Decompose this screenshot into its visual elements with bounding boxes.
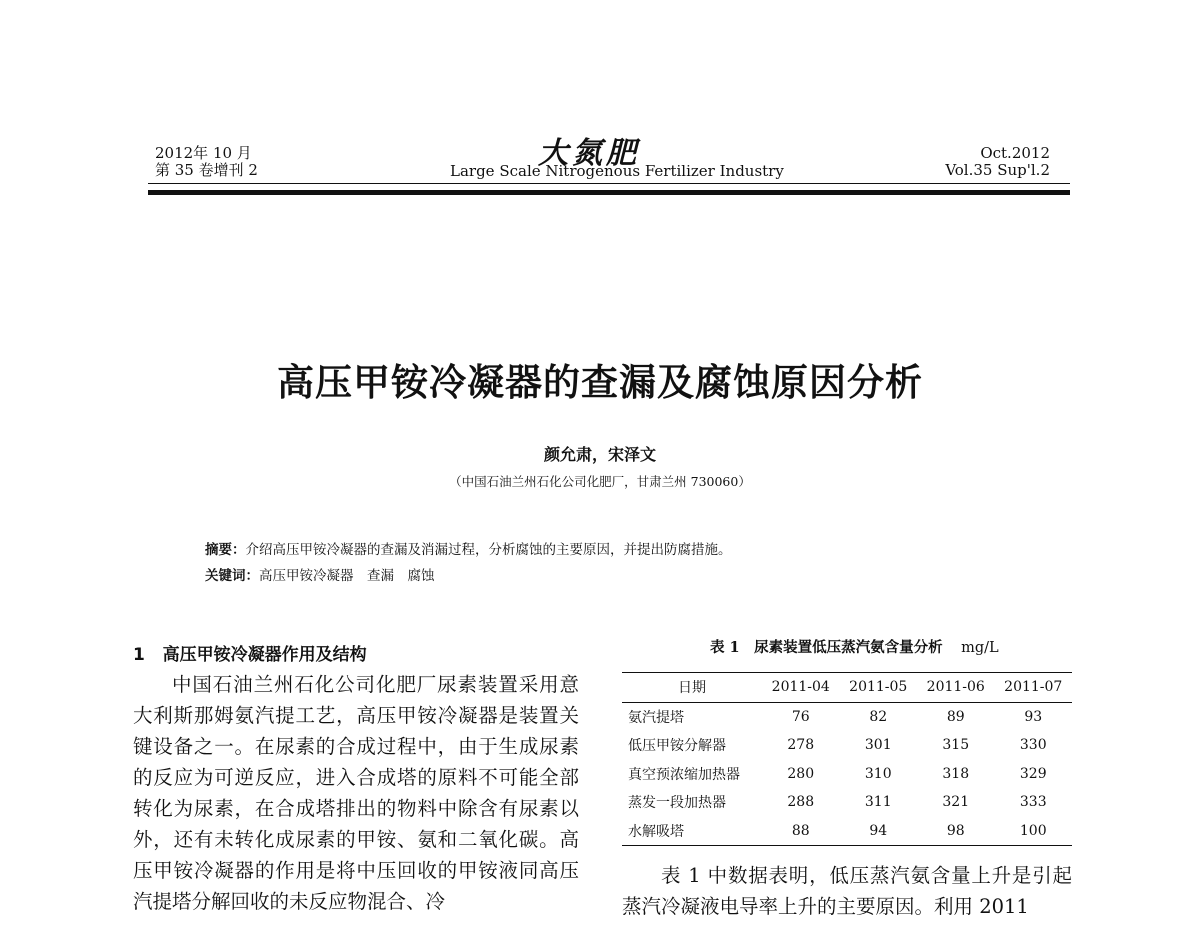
row-label: 水解吸塔 — [628, 823, 684, 840]
table-cell: 301 — [864, 737, 892, 754]
table-row — [622, 760, 1072, 789]
table-row — [622, 702, 1072, 731]
article-title: 高压甲铵冷凝器的查漏及腐蚀原因分析 — [277, 361, 923, 404]
table-cell: 94 — [869, 822, 888, 839]
authors: 颜允肃，宋泽文 — [543, 445, 656, 464]
table-row — [622, 731, 1072, 760]
table-1 — [622, 672, 1072, 846]
table-row — [622, 817, 1072, 846]
section-body — [133, 669, 579, 917]
table-cell: 88 — [791, 822, 810, 839]
right-column-text: 表 1 中数据表明，低压蒸汽氨含量上升是引起蒸汽冷凝液电导率上升的主要原因。利用 2011 — [622, 864, 1072, 918]
issue-date: 2012年 10 月 — [155, 144, 252, 162]
issue-volume-en: Vol.35 Sup'l.2 — [945, 161, 1050, 179]
abstract-text: 介绍高压甲铵冷凝器的查漏及消漏过程，分析腐蚀的主要原因，并提出防腐措施。 — [245, 542, 732, 558]
table-cell: 321 — [942, 794, 970, 811]
table-cell: 318 — [942, 765, 970, 782]
column-header: 2011-06 — [926, 679, 985, 696]
row-label: 氨汽提塔 — [628, 709, 684, 726]
section-heading — [133, 640, 367, 665]
column-header: 2011-05 — [849, 679, 908, 696]
table-cell: 100 — [1019, 822, 1047, 839]
table-cell: 93 — [1024, 708, 1043, 725]
table-cell: 329 — [1019, 765, 1047, 782]
table-cell: 98 — [946, 822, 965, 839]
table-header-row — [622, 673, 1072, 703]
table-cell: 82 — [869, 708, 888, 725]
header-thick-rule — [148, 190, 1070, 195]
column-header: 2011-04 — [771, 679, 830, 696]
header-thin-rule — [148, 183, 1070, 184]
table-cell: 330 — [1019, 737, 1047, 754]
table-cell: 76 — [791, 708, 810, 725]
journal-logo: 大氮肥 — [538, 136, 640, 171]
table-title: 表 1 尿素装置低压蒸汽氨含量分析 — [710, 639, 943, 656]
table-cell: 315 — [942, 737, 970, 754]
affiliation: （中国石油兰州石化公司化肥厂，甘肃兰州 730060） — [449, 474, 751, 489]
table-unit: mg/L — [961, 640, 999, 656]
table-cell: 310 — [864, 765, 892, 782]
issue-volume: 第 35 卷增刊 2 — [155, 161, 258, 179]
abstract — [205, 538, 732, 558]
column-header: 2011-07 — [1004, 679, 1063, 696]
section-number: 1 — [133, 645, 145, 665]
table-cell: 333 — [1019, 794, 1047, 811]
keywords-label: 关键词： — [205, 568, 259, 584]
table-cell: 311 — [864, 794, 892, 811]
table-caption — [710, 636, 999, 657]
paragraph: 中国石油兰州石化公司化肥厂尿素装置采用意大利斯那姆氨汽提工艺，高压甲铵冷凝器是装置关键设备之一。在尿素的合成过程中，由于生成尿素的反应为可逆反应，进入合成塔的原料不可能全部转化为尿素，在合成塔排出的物料中除含有尿素以外，还有未转化成尿素的甲铵、氨和二氧化碳。高压甲铵冷凝器的作用是将中压回收的甲铵液同高压汽提塔分解回收的未反应物混合、冷 — [133, 673, 579, 913]
column-header: 日期 — [678, 680, 706, 697]
section-title: 高压甲铵冷凝器作用及结构 — [162, 645, 367, 665]
table-row — [622, 788, 1072, 817]
keywords-text: 高压甲铵冷凝器 查漏 腐蚀 — [259, 568, 435, 584]
row-label: 蒸发一段加热器 — [628, 795, 726, 812]
abstract-label: 摘要： — [205, 542, 246, 558]
table-body — [622, 702, 1072, 846]
journal-english-name: Large Scale Nitrogenous Fertilizer Industry — [450, 162, 784, 180]
keywords — [205, 564, 435, 584]
table-cell: 280 — [787, 765, 815, 782]
table-cell: 89 — [946, 708, 965, 725]
row-label: 真空预浓缩加热器 — [628, 766, 740, 783]
table-cell: 288 — [787, 794, 815, 811]
issue-date-en: Oct.2012 — [980, 144, 1050, 162]
table-cell: 278 — [787, 737, 815, 754]
row-label: 低压甲铵分解器 — [628, 738, 726, 755]
